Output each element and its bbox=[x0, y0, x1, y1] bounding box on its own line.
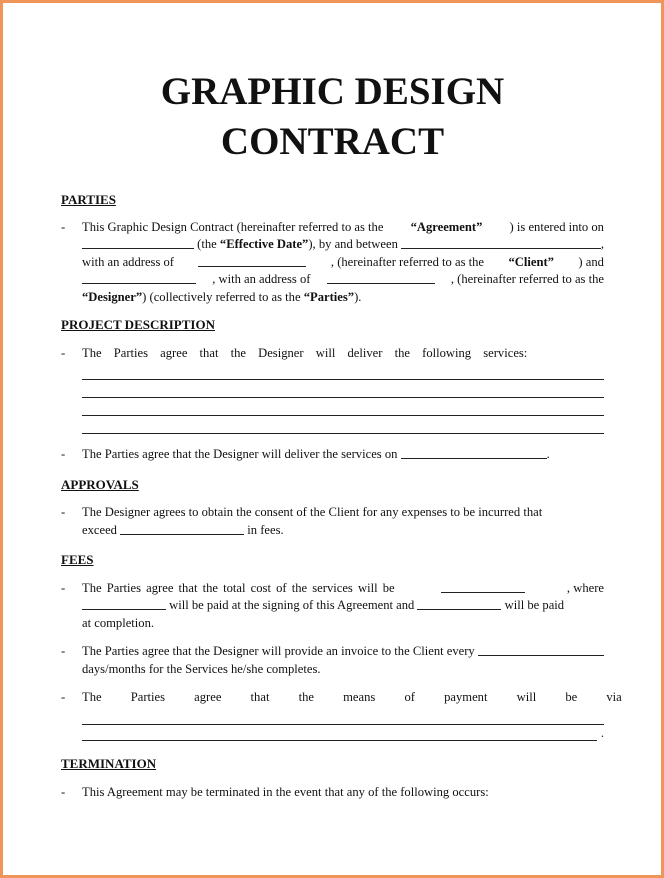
termination-paragraph: - This Agreement may be terminated in the event that any of the following occurs: bbox=[61, 784, 604, 802]
section-heading-approvals: APPROVALS bbox=[61, 476, 139, 492]
section-heading-fees: FEES bbox=[61, 552, 94, 567]
text-line: The Parties agree that the Designer will provide an invoice to the Client every bbox=[82, 643, 604, 661]
section-heading-termination: TERMINATION bbox=[61, 756, 157, 771]
title-line-1: GRAPHIC DESIGN bbox=[160, 70, 505, 113]
text-line: The Parties agree that the Designer will deliver the services on . bbox=[82, 447, 550, 461]
blank-line bbox=[82, 380, 604, 398]
blank-line bbox=[441, 580, 525, 593]
section-heading-parties: PARTIES bbox=[61, 192, 116, 207]
text-line: with an address of , (hereinafter referred to as the “Client” ) and bbox=[82, 254, 604, 269]
blank-line bbox=[82, 597, 166, 610]
approvals-paragraph: - The Designer agrees to obtain the consent of the Client for any expenses to be incurred that exceed in fees. bbox=[61, 504, 604, 539]
blank-line bbox=[82, 362, 604, 380]
list-dash: - bbox=[61, 784, 66, 799]
text-line: “Designer” ) (collectively referred to as the “Parties” ). bbox=[82, 289, 362, 304]
list-dash: - bbox=[61, 690, 66, 704]
project-paragraph-2 bbox=[61, 446, 604, 464]
blank-line bbox=[417, 597, 501, 610]
blank-line bbox=[82, 271, 196, 284]
text-line: exceed in fees. bbox=[82, 522, 284, 537]
blank-line bbox=[82, 416, 604, 434]
text-line: The Parties agree that the total cost of the services will be , where bbox=[82, 580, 604, 595]
parties-paragraph bbox=[61, 219, 604, 307]
list-dash: - bbox=[61, 505, 66, 519]
fees-paragraph-1: - The Parties agree that the total cost of the services will be , where will be paid at the signing of this Agreement and will be paid at completion. bbox=[61, 580, 604, 633]
text-line: (the “Effective Date” ), by and between , bbox=[82, 236, 604, 254]
blank-line bbox=[401, 236, 601, 249]
fees-paragraph-2: - The Parties agree that the Designer will provide an invoice to the Client every days/months for the Services he/she completes. bbox=[61, 643, 604, 678]
blank-line bbox=[401, 446, 547, 459]
title-line-2: CONTRACT bbox=[220, 120, 445, 163]
blank-line bbox=[82, 725, 597, 741]
document-title bbox=[41, 67, 624, 167]
list-dash: - bbox=[61, 644, 66, 658]
project-paragraph-1: - The Parties agree that the Designer will deliver the following services: bbox=[61, 345, 604, 363]
fees-paragraph-3: - The Parties agree that the means of payment will be via bbox=[61, 689, 604, 707]
contract-document bbox=[61, 0, 622, 801]
blank-line bbox=[198, 254, 306, 267]
text-line: . bbox=[82, 725, 604, 743]
blank-line bbox=[478, 643, 604, 656]
list-dash: - bbox=[61, 447, 66, 461]
text-line: This Graphic Design Contract (hereinafter referred to as the “Agreement” ) is entered into on bbox=[82, 219, 604, 234]
blank-line bbox=[120, 522, 244, 535]
list-dash: - bbox=[61, 580, 66, 595]
list-dash: - bbox=[61, 345, 66, 360]
text-line: will be paid at the signing of this Agreement and will be paid bbox=[82, 597, 604, 615]
blank-line bbox=[82, 707, 604, 725]
blank-line bbox=[82, 398, 604, 416]
list-dash: - bbox=[61, 219, 66, 234]
section-heading-project-description: PROJECT DESCRIPTION bbox=[61, 317, 215, 332]
blank-line bbox=[82, 236, 194, 249]
blank-line bbox=[327, 271, 435, 284]
text-line: , with an address of , (hereinafter referred to as the bbox=[82, 271, 604, 289]
